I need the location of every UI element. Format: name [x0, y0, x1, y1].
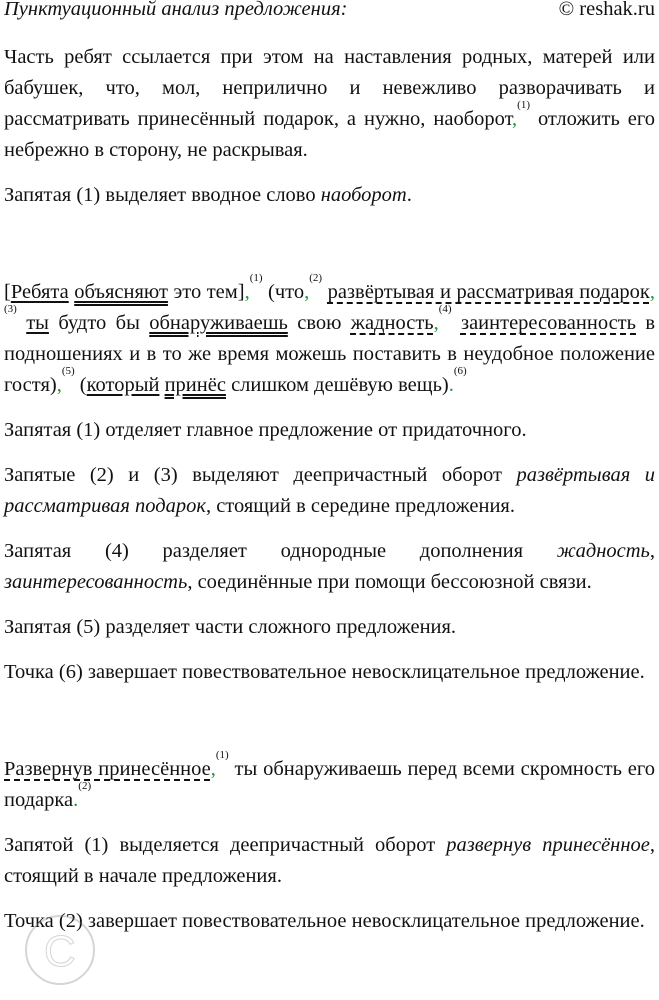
explanation: Запятая (4) разделяет однородные дополнения жадность, заинтересованность, соединённые при помощи бессоюзной связи.	[4, 540, 655, 593]
sentence-2: [Ребята объясняют это тем],$^{(1)}$ (что,$^{(2)}$ развёртывая и рассматривая подарок,$^{(3)}$ ты будто бы обнаруживаешь свою жадность,$^{(4)}$ заинтересованность в подношениях и в то же время можешь поставить в неудобное положение гостя),$^{(5)}$ (который принёс слишком дешёвую вещь).$^{(6)}$	[4, 272, 656, 396]
header	[4, 0, 655, 22]
explanation: Запятые (2) и (3) выделяют деепричастный оборот развёртывая и рассматривая подарок, стоящий в середине предложения.	[4, 464, 656, 517]
svg-text:C: C	[44, 927, 76, 976]
explanation: Запятая (5) разделяет части сложного предложения.	[4, 616, 457, 638]
document	[4, 0, 655, 937]
explanation: Точка (2) завершает повествовательное невосклицательное предложение.	[4, 910, 645, 932]
page-title: Пунктуационный анализ предложения:	[4, 0, 348, 20]
copyright: © reshak.ru	[558, 0, 655, 20]
sentence-1: Часть ребят ссылается при этом на наставления родных, матерей или бабушек, что, мол, неприлично и невежливо разворачивать и рассматривать принесённый подарок, а нужно, наоборот,$^{(1)}$ отложить его небрежно в сторону, не раскрывая.	[4, 46, 655, 161]
explanation: Запятая (1) выделяет вводное слово наоборот.	[4, 184, 412, 206]
watermark-icon	[0, 860, 140, 1000]
explanation: Точка (6) завершает повествовательное невосклицательное предложение.	[4, 661, 645, 683]
explanation: Запятой (1) выделяется деепричастный оборот развернув принесённое, стоящий в начале предложения.	[4, 834, 655, 887]
explanation: Запятая (1) отделяет главное предложение от придаточного.	[4, 419, 527, 441]
sentence-3: Развернув принесённое,$^{(1)}$ ты обнаруживаешь перед всеми скромность его подарка.$^{(2)}$	[4, 749, 656, 811]
